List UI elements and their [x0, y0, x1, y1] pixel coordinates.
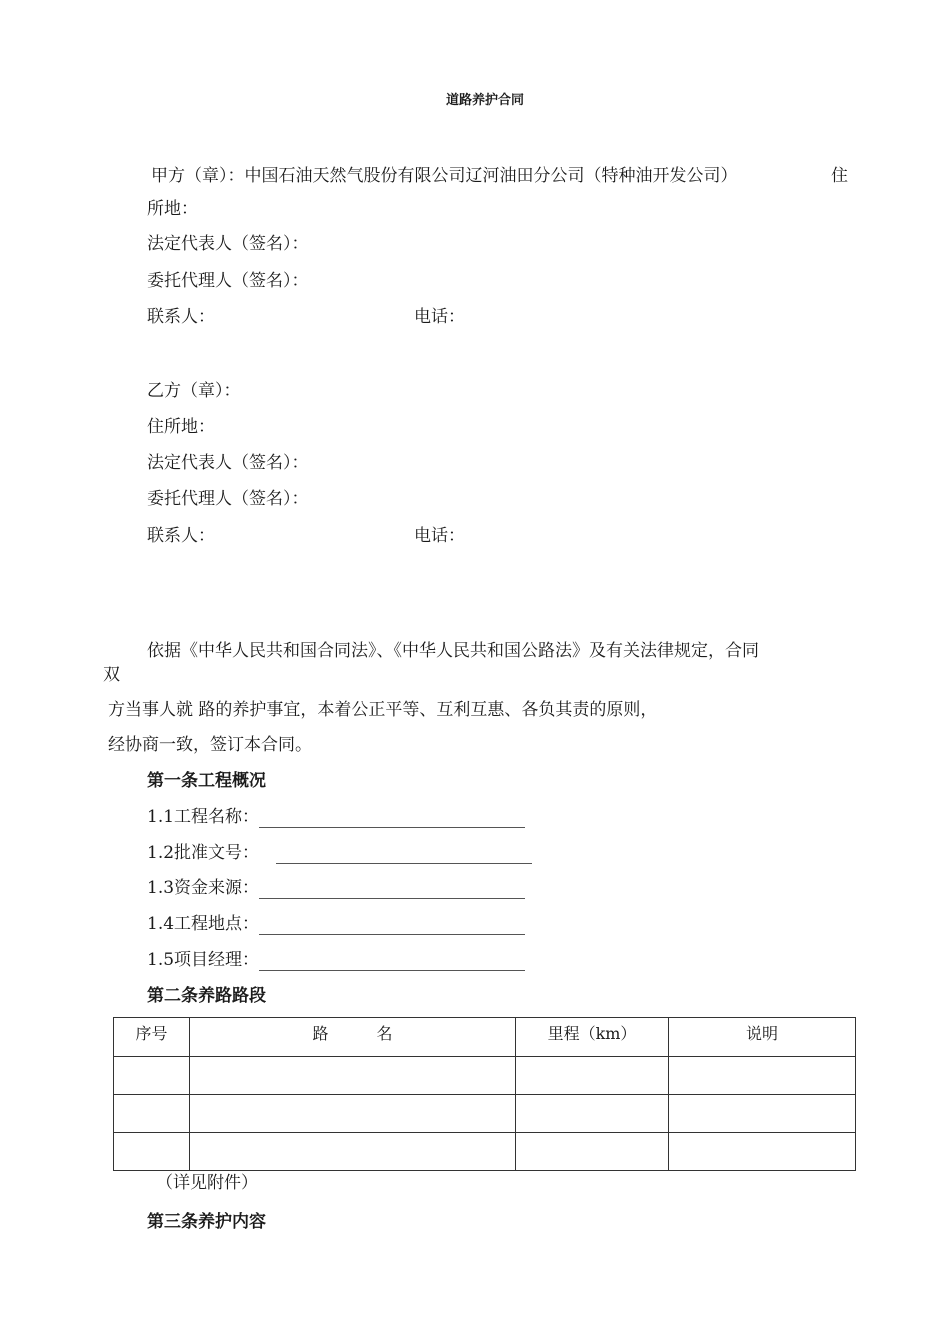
field-funding-source-blank[interactable]: [259, 880, 525, 899]
party-b-agent-label: 委托代理人（签名）：: [147, 489, 309, 509]
article-2-heading: 第二条养路路段: [147, 986, 266, 1006]
party-a-address-label: 所地：: [147, 199, 198, 219]
preamble-line-1: 依据《中华人民共和国合同法》、《中华人民共和国公路法》及有关法律规定，合同: [147, 641, 759, 661]
table-cell[interactable]: [114, 1133, 190, 1171]
table-cell[interactable]: [669, 1057, 856, 1095]
road-section-table: [113, 1017, 856, 1171]
article-3-heading: 第三条养护内容: [147, 1212, 266, 1232]
preamble-line-2: 方当事人就 路的养护事宜，本着公正平等、互利互惠、各负其责的原则，: [108, 700, 658, 720]
table-note: （详见附件）: [156, 1173, 258, 1193]
party-b-phone-label: 电话：: [414, 526, 465, 546]
field-approval-number-label: 1.2批准文号：: [147, 843, 260, 863]
field-approval-number: [147, 842, 532, 864]
table-cell[interactable]: [190, 1133, 516, 1171]
preamble-line-1-wrap: 双: [103, 665, 120, 685]
table-cell[interactable]: [190, 1057, 516, 1095]
column-header-road-name: 路 名: [190, 1018, 516, 1057]
party-a-agent-label: 委托代理人（签名）：: [147, 271, 309, 291]
table-cell[interactable]: [516, 1133, 669, 1171]
document-title: 道路养护合同: [445, 93, 524, 108]
table-cell[interactable]: [190, 1095, 516, 1133]
table-cell[interactable]: [516, 1057, 669, 1095]
party-a-address-label-start: 住: [831, 166, 848, 186]
party-b-contact-label: 联系人：: [147, 526, 215, 546]
table-header-row: [114, 1018, 856, 1057]
field-project-name-label: 1.1工程名称：: [147, 807, 260, 827]
party-b-legal-rep-label: 法定代表人（签名）：: [147, 453, 309, 473]
column-header-remarks: 说明: [669, 1018, 856, 1057]
party-a-contact-label: 联系人：: [147, 307, 215, 327]
field-project-name-blank[interactable]: [259, 809, 525, 828]
table-row: [114, 1133, 856, 1171]
table-cell[interactable]: [114, 1095, 190, 1133]
field-approval-number-blank[interactable]: [276, 845, 532, 864]
field-project-manager-blank[interactable]: [259, 952, 525, 971]
field-project-manager-label: 1.5项目经理：: [147, 950, 260, 970]
column-header-mileage: 里程（km）: [516, 1018, 669, 1057]
party-b-name-label: 乙方（章）：: [147, 381, 241, 401]
table-cell[interactable]: [516, 1095, 669, 1133]
table-cell[interactable]: [669, 1095, 856, 1133]
table-cell[interactable]: [669, 1133, 856, 1171]
table-row: [114, 1095, 856, 1133]
table-cell[interactable]: [114, 1057, 190, 1095]
field-project-location-label: 1.4工程地点：: [147, 914, 260, 934]
field-project-manager: [147, 949, 525, 971]
party-a-phone-label: 电话：: [414, 307, 465, 327]
field-project-location-blank[interactable]: [259, 916, 525, 935]
party-b-address-label: 住所地：: [147, 417, 215, 437]
field-project-location: [147, 913, 525, 935]
party-a-legal-rep-label: 法定代表人（签名）：: [147, 234, 309, 254]
field-funding-source: [147, 877, 525, 899]
field-funding-source-label: 1.3资金来源：: [147, 878, 260, 898]
article-1-heading: 第一条工程概况: [147, 771, 266, 791]
field-project-name: [147, 806, 525, 828]
column-header-serial: 序号: [114, 1018, 190, 1057]
table-row: [114, 1057, 856, 1095]
party-a-name: 甲方（章）：中国石油天然气股份有限公司辽河油田分公司（特种油开发公司）: [151, 166, 738, 186]
preamble-line-3: 经协商一致，签订本合同。: [108, 735, 312, 755]
